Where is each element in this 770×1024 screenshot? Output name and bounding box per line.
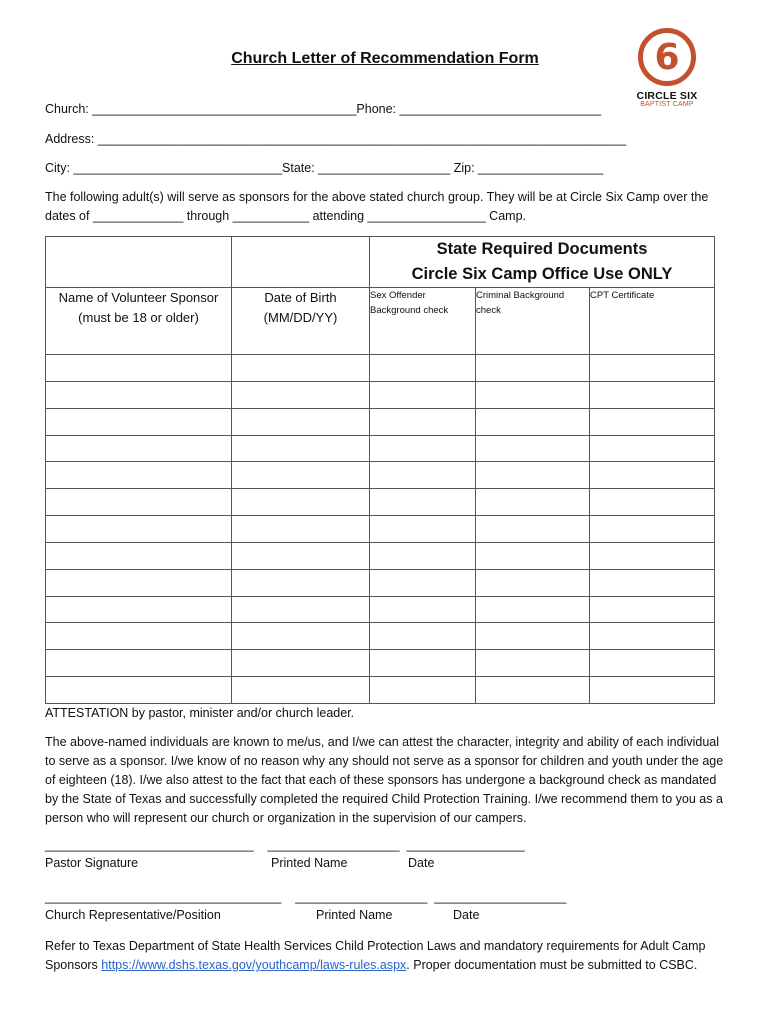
cpt-certificate-cell[interactable]	[590, 569, 715, 596]
sponsor-row	[46, 489, 715, 516]
intro-line-2[interactable]: dates of _____________ through ___________ attending _________________ Camp.	[45, 209, 526, 223]
cpt-certificate-cell[interactable]	[590, 489, 715, 516]
sponsor-name-cell[interactable]	[46, 355, 232, 382]
church-rep-label: Church Representative/Position	[45, 908, 221, 922]
cpt-certificate-cell[interactable]	[590, 381, 715, 408]
cpt-certificate-cell[interactable]	[590, 435, 715, 462]
sponsor-dob-cell[interactable]	[232, 650, 370, 677]
criminal-check-cell[interactable]	[476, 355, 590, 382]
sponsor-row	[46, 596, 715, 623]
col-header-sex-offender: Sex Offender Background check	[370, 288, 476, 355]
col-name-line-1: Name of Volunteer Sponsor	[58, 290, 219, 305]
sponsor-row	[46, 435, 715, 462]
dshs-link[interactable]: https://www.dshs.texas.gov/youthcamp/laws-rules.aspx	[101, 958, 407, 972]
cpt-certificate-cell[interactable]	[590, 623, 715, 650]
col-dob-line-2: (MM/DD/YY)	[263, 310, 338, 325]
sponsor-row	[46, 569, 715, 596]
criminal-check-cell[interactable]	[476, 462, 590, 489]
logo-number: 6	[638, 28, 696, 86]
date-label-2: Date	[453, 908, 480, 922]
sponsor-dob-cell[interactable]	[232, 355, 370, 382]
col-header-cpt: CPT Certificate	[590, 288, 715, 355]
sex-offender-check-cell[interactable]	[370, 408, 476, 435]
sponsor-row	[46, 650, 715, 677]
criminal-check-cell[interactable]	[476, 677, 590, 704]
cpt-certificate-cell[interactable]	[590, 677, 715, 704]
col-name-line-2: (must be 18 or older)	[78, 310, 199, 325]
state-documents-header	[370, 237, 715, 288]
sponsor-dob-cell[interactable]	[232, 623, 370, 650]
sponsor-name-cell[interactable]	[46, 462, 232, 489]
cpt-certificate-cell[interactable]	[590, 516, 715, 543]
sex-offender-check-cell[interactable]	[370, 542, 476, 569]
col-dob-line-1: Date of Birth	[264, 290, 337, 305]
cpt-certificate-cell[interactable]	[590, 408, 715, 435]
criminal-check-cell[interactable]	[476, 569, 590, 596]
sponsor-row	[46, 623, 715, 650]
criminal-check-cell[interactable]	[476, 516, 590, 543]
col-header-dob	[232, 288, 370, 355]
sponsor-name-cell[interactable]	[46, 408, 232, 435]
criminal-check-cell[interactable]	[476, 542, 590, 569]
criminal-check-cell[interactable]	[476, 408, 590, 435]
blank-header-cell	[46, 237, 232, 288]
sponsor-row	[46, 677, 715, 704]
sponsor-dob-cell[interactable]	[232, 542, 370, 569]
cpt-certificate-cell[interactable]	[590, 542, 715, 569]
cpt-certificate-cell[interactable]	[590, 462, 715, 489]
logo-subtitle: BAPTIST CAMP	[640, 101, 694, 108]
cpt-certificate-cell[interactable]	[590, 355, 715, 382]
attestation-body: The above-named individuals are known to me/us, and I/we can attest the character, integrity and ability of each individual to serve as a sponsor. I/we know of no reason why any should not serve as a sponsor for children and youth under the age of eighteen (18). I/we also attest to the fact that each of these sponsors has undergone a background check as mandated by the State of Texas and successfully completed the required Child Protection Training. I/we recommend them to you as a person who will represent our church or organization in the supervision of our campers.	[45, 735, 724, 825]
intro-line-1: The following adult(s) will serve as sponsors for the above stated church group. They will be at Circle Six Camp over the	[45, 190, 709, 204]
logo-name: CIRCLE SIX	[636, 90, 698, 102]
sponsor-name-cell[interactable]	[46, 596, 232, 623]
sponsor-dob-cell[interactable]	[232, 516, 370, 543]
address-line[interactable]: Address: ____________________________________________________________________________	[45, 132, 627, 146]
sponsor-name-cell[interactable]	[46, 489, 232, 516]
footer-note	[45, 937, 725, 975]
sponsor-name-cell[interactable]	[46, 569, 232, 596]
sponsor-name-cell[interactable]	[46, 435, 232, 462]
sex-offender-check-cell[interactable]	[370, 355, 476, 382]
sponsor-row	[46, 542, 715, 569]
form-title: Church Letter of Recommendation Form	[231, 50, 539, 67]
state-header-line-1: State Required Documents	[436, 240, 648, 258]
sponsor-row	[46, 408, 715, 435]
sponsor-dob-cell[interactable]	[232, 596, 370, 623]
printed-name-label-2: Printed Name	[316, 908, 393, 922]
sex-offender-check-cell[interactable]	[370, 650, 476, 677]
sex-offender-check-cell[interactable]	[370, 516, 476, 543]
date-label-1: Date	[408, 856, 435, 870]
criminal-check-cell[interactable]	[476, 435, 590, 462]
state-header-line-2: Circle Six Camp Office Use ONLY	[411, 265, 673, 283]
church-phone-line[interactable]: Church: ______________________________________Phone: _____________________________	[45, 102, 602, 116]
sex-offender-check-cell[interactable]	[370, 381, 476, 408]
criminal-check-cell[interactable]	[476, 623, 590, 650]
sponsor-name-cell[interactable]	[46, 623, 232, 650]
sex-offender-check-cell[interactable]	[370, 623, 476, 650]
sponsor-name-cell[interactable]	[46, 381, 232, 408]
criminal-check-cell[interactable]	[476, 650, 590, 677]
sex-offender-check-cell[interactable]	[370, 435, 476, 462]
sex-offender-check-cell[interactable]	[370, 596, 476, 623]
criminal-check-cell[interactable]	[476, 381, 590, 408]
criminal-check-cell[interactable]	[476, 489, 590, 516]
city-state-zip-line[interactable]: City: ______________________________State: ___________________ Zip: __________________	[45, 161, 604, 175]
sex-offender-check-cell[interactable]	[370, 677, 476, 704]
sex-offender-check-cell[interactable]	[370, 489, 476, 516]
sponsor-dob-cell[interactable]	[232, 462, 370, 489]
table-header-row	[46, 288, 715, 355]
footer-text-before: Refer to Texas Department of State Health Services Child Protection Laws and mandatory requirements for Adult Camp Sponsors	[45, 939, 706, 972]
cpt-certificate-cell[interactable]	[590, 650, 715, 677]
printed-name-label-1: Printed Name	[271, 856, 348, 870]
sponsor-row	[46, 462, 715, 489]
sponsor-row	[46, 355, 715, 382]
pastor-signature-label: Pastor Signature	[45, 856, 139, 870]
sponsor-name-cell[interactable]	[46, 677, 232, 704]
table-header-row-top	[46, 237, 715, 288]
sponsor-name-cell[interactable]	[46, 516, 232, 543]
sponsor-row	[46, 516, 715, 543]
sex-offender-check-cell[interactable]	[370, 462, 476, 489]
attestation-heading: ATTESTATION by pastor, minister and/or church leader.	[45, 706, 355, 720]
col-header-criminal: Criminal Background check	[476, 288, 590, 355]
sponsor-dob-cell[interactable]	[232, 435, 370, 462]
footer-text-after: . Proper documentation must be submitted to CSBC.	[406, 958, 698, 972]
circle-six-logo	[634, 28, 700, 108]
sponsor-table	[45, 236, 715, 704]
sponsor-dob-cell[interactable]	[232, 381, 370, 408]
cpt-certificate-cell[interactable]	[590, 596, 715, 623]
sponsor-row	[46, 381, 715, 408]
sponsor-name-cell[interactable]	[46, 542, 232, 569]
sponsor-dob-cell[interactable]	[232, 677, 370, 704]
signature-line-1[interactable]: ______________________________ ___________________ _________________	[45, 838, 525, 852]
col-header-name	[46, 288, 232, 355]
signature-line-2[interactable]: __________________________________ ___________________ ___________________	[45, 890, 567, 904]
sponsor-dob-cell[interactable]	[232, 569, 370, 596]
criminal-check-cell[interactable]	[476, 596, 590, 623]
blank-header-cell	[232, 237, 370, 288]
sponsor-dob-cell[interactable]	[232, 489, 370, 516]
sponsor-dob-cell[interactable]	[232, 408, 370, 435]
sponsor-name-cell[interactable]	[46, 650, 232, 677]
sex-offender-check-cell[interactable]	[370, 569, 476, 596]
